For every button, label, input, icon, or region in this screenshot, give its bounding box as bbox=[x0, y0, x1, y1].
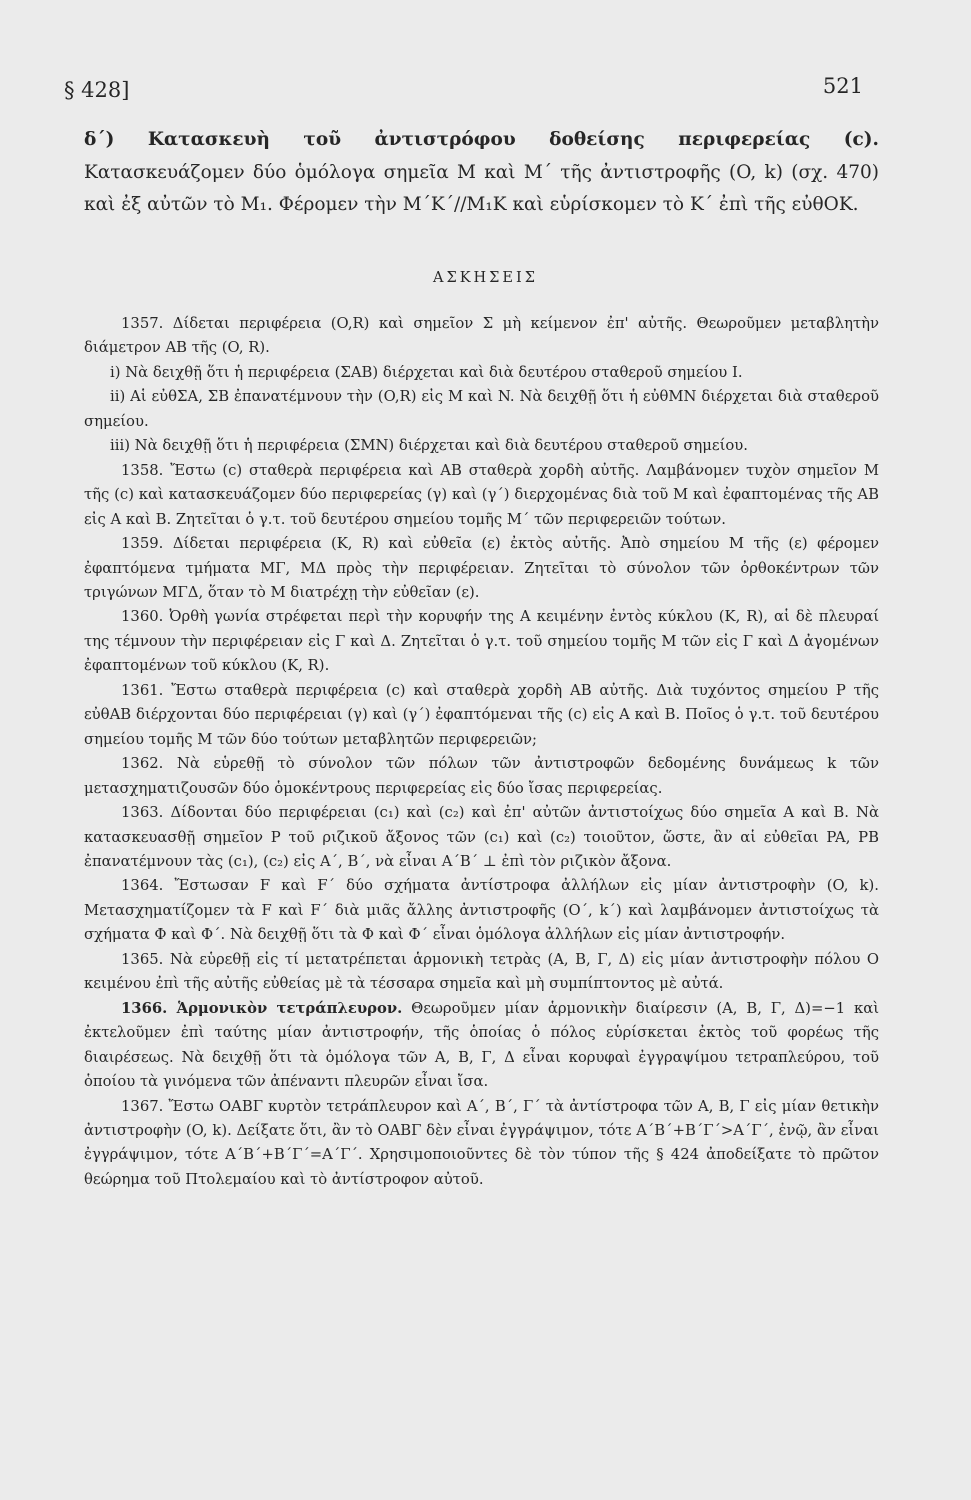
exercises-heading: ΑΣΚΗΣΕΙΣ bbox=[432, 270, 539, 286]
exercise-1364: 1364. Ἔστωσαν F καὶ F΄ δύο σχήματα ἀντίστροφα ἀλλήλων εἰς μίαν ἀντιστροφὴν (O, k). Μετασχηματίζομεν τὰ F καὶ F΄ διὰ μιᾶς ἄλλης ἀντιστροφῆς (O΄, k΄) καὶ λαμβάνομεν ἀντιστοίχως τὰ σχήματα Φ καὶ Φ΄. Νὰ δειχθῇ ὅτι τὰ Φ καὶ Φ΄ εἶναι ὁμόλογα ἀλλήλων εἰς μίαν ἀντιστροφήν. bbox=[84, 877, 879, 944]
page-number: 521 bbox=[822, 74, 863, 98]
exercise-1357: 1357. Δίδεται περιφέρεια (O,R) καὶ σημεῖον Σ μὴ κείμενον ἐπ' αὐτῆς. Θεωροῦμεν μεταβλητὴν διάμετρον AB τῆς (O, R). bbox=[84, 315, 879, 357]
construction-title: δ΄) Κατασκευὴ τοῦ ἀντιστρόφου δοθείσης περιφερείας (c). bbox=[84, 129, 879, 150]
exercise-1366 bbox=[84, 997, 879, 1095]
exercise-1363: 1363. Δίδονται δύο περιφέρειαι (c₁) καὶ (c₂) καὶ ἐπ' αὐτῶν ἀντιστοίχως δύο σημεῖα A καὶ B. Νὰ κατασκευασθῇ σημεῖον P τοῦ ριζικοῦ ἄξονος τῶν (c₁) καὶ (c₂) τοιοῦτον, ὥστε, ἂν αἱ εὐθεῖαι PA, PB ἐπανατέμνουν τὰς (c₁), (c₂) εἰς A΄, B΄, νὰ εἶναι A΄B΄ ⊥ ἐπὶ τὸν ριζικὸν ἄξονα. bbox=[84, 804, 879, 870]
exercise-1366-body: Θεωροῦμεν μίαν ἁρμονικὴν διαίρεσιν (A, B, Γ, Δ)=−1 καὶ ἐκτελοῦμεν ἐπὶ ταύτης μίαν ἀντιστροφήν, τῆς ὁποίας ὁ πόλος εὑρίσκεται ἐκτὸς τοῦ φορέως τῆς διαιρέσεως. Νὰ δειχθῇ ὅτι τὰ ὁμόλογα τῶν A, B, Γ, Δ εἶναι κορυφαὶ ἐγγραψίμου τετραπλεύρου, τοῦ ὁποίου τὰ γινόμενα τῶν ἀπέναντι πλευρῶν εἶναι ἴσα. bbox=[84, 999, 879, 1091]
exercise-1357-part-ii: ii) Αἱ εὐθΣA, ΣB ἐπανατέμνουν τὴν (O,R) εἰς M καὶ N. Νὰ δειχθῇ ὅτι ἡ εὐθMN διέρχεται διὰ σταθεροῦ σημείου. bbox=[84, 388, 879, 430]
construction-paragraph bbox=[84, 124, 879, 222]
exercises-list bbox=[84, 312, 879, 1192]
exercise-1361: 1361. Ἔστω σταθερὰ περιφέρεια (c) καὶ σταθερὰ χορδὴ AB αὐτῆς. Διὰ τυχόντος σημείου P τῆς εὐθAB διέρχονται δύο περιφέρειαι (γ) καὶ (γ΄) ἐφαπτόμεναι τῆς (c) εἰς A καὶ B. Ποῖος ὁ γ.τ. τοῦ δευτέρου σημείου τομῆς M τῶν δύο τούτων μεταβλητῶν περιφερειῶν; bbox=[84, 681, 879, 748]
construction-body: Κατασκευάζομεν δύο ὁμόλογα σημεῖα M καὶ M΄ τῆς ἀντιστροφῆς (O, k) (σχ. 470) καὶ ἐξ αὐτῶν τὸ M₁. Φέρομεν τὴν M΄K΄//M₁K καὶ εὑρίσκομεν τὸ K΄ ἐπὶ τῆς εὐθOK. bbox=[84, 161, 879, 215]
exercise-1357-part-i: i) Νὰ δειχθῇ ὅτι ἡ περιφέρεια (ΣAB) διέρχεται καὶ διὰ δευτέρου σταθεροῦ σημείου I. bbox=[110, 363, 743, 381]
exercise-1362: 1362. Νὰ εὑρεθῇ τὸ σύνολον τῶν πόλων τῶν ἀντιστροφῶν δεδομένης δυνάμεως k τῶν μετασχηματιζουσῶν δύο ὁμοκέντρους περιφερείας εἰς δύο ἴσας περιφερείας. bbox=[84, 755, 879, 797]
exercise-1366-title: 1366. Ἁρμονικὸν τετράπλευρον. bbox=[121, 999, 403, 1017]
exercise-1360: 1360. Ὀρθὴ γωνία στρέφεται περὶ τὴν κορυφήν της A κειμένην ἐντὸς κύκλου (K, R), αἱ δὲ πλευραί της τέμνουν τὴν περιφέρειαν εἰς Γ καὶ Δ. Ζητεῖται ὁ γ.τ. τοῦ σημείου τομῆς M τῶν εἰς Γ καὶ Δ ἀγομένων ἐφαπτομένων τοῦ κύκλου (K, R). bbox=[84, 608, 879, 675]
section-reference: § 428] bbox=[64, 78, 130, 102]
exercise-1357-part-iii: iii) Νὰ δειχθῇ ὅτι ἡ περιφέρεια (ΣMN) διέρχεται καὶ διὰ δευτέρου σταθεροῦ σημείου. bbox=[110, 437, 748, 455]
exercise-1359: 1359. Δίδεται περιφέρεια (K, R) καὶ εὐθεῖα (ε) ἐκτὸς αὐτῆς. Ἀπὸ σημείου M τῆς (ε) φέρομεν ἐφαπτόμενα τμήματα MΓ, MΔ πρὸς τὴν περιφέρειαν. Ζητεῖται τὸ σύνολον τῶν ὀρθοκέντρων τῶν τριγώνων MΓΔ, ὅταν τὸ M διατρέχῃ τὴν εὐθεῖαν (ε). bbox=[84, 535, 879, 601]
exercise-1365: 1365. Νὰ εὑρεθῇ εἰς τί μετατρέπεται ἁρμονικὴ τετρὰς (A, B, Γ, Δ) εἰς μίαν ἀντιστροφὴν πόλου O κειμένου ἐπὶ τῆς αὐτῆς εὐθείας μὲ τὰ τέσσαρα σημεῖα καὶ μὴ συμπίπτοντος μὲ αὐτά. bbox=[84, 950, 879, 993]
exercise-1358: 1358. Ἔστω (c) σταθερὰ περιφέρεια καὶ AB σταθερὰ χορδὴ αὐτῆς. Λαμβάνομεν τυχὸν σημεῖον M τῆς (c) καὶ κατασκευάζομεν δύο περιφερείας (γ) καὶ (γ΄) διερχομένας διὰ τοῦ M καὶ ἐφαπτομένας τῆς AB εἰς A καὶ B. Ζητεῖται ὁ γ.τ. τοῦ δευτέρου σημείου τομῆς M΄ τῶν περιφερειῶν τούτων. bbox=[84, 461, 879, 528]
exercise-1367: 1367. Ἔστω OABΓ κυρτὸν τετράπλευρον καὶ A΄, B΄, Γ΄ τὰ ἀντίστροφα τῶν A, B, Γ εἰς μίαν θετικὴν ἀντιστροφὴν (O, k). Δείξατε ὅτι, ἂν τὸ OABΓ δὲν εἶναι ἐγγράψιμον, τότε A΄B΄+B΄Γ΄>A΄Γ΄, ἐνῷ, ἂν εἶναι ἐγγράψιμον, τότε A΄B΄+B΄Γ΄=A΄Γ΄. Χρησιμοποιοῦντες δὲ τὸν τύπον τῆς § 424 ἀποδείξατε τὸ πρῶτον θεώρημα τοῦ Πτολεμαίου καὶ τὸ ἀντίστροφον αὐτοῦ. bbox=[84, 1097, 879, 1188]
